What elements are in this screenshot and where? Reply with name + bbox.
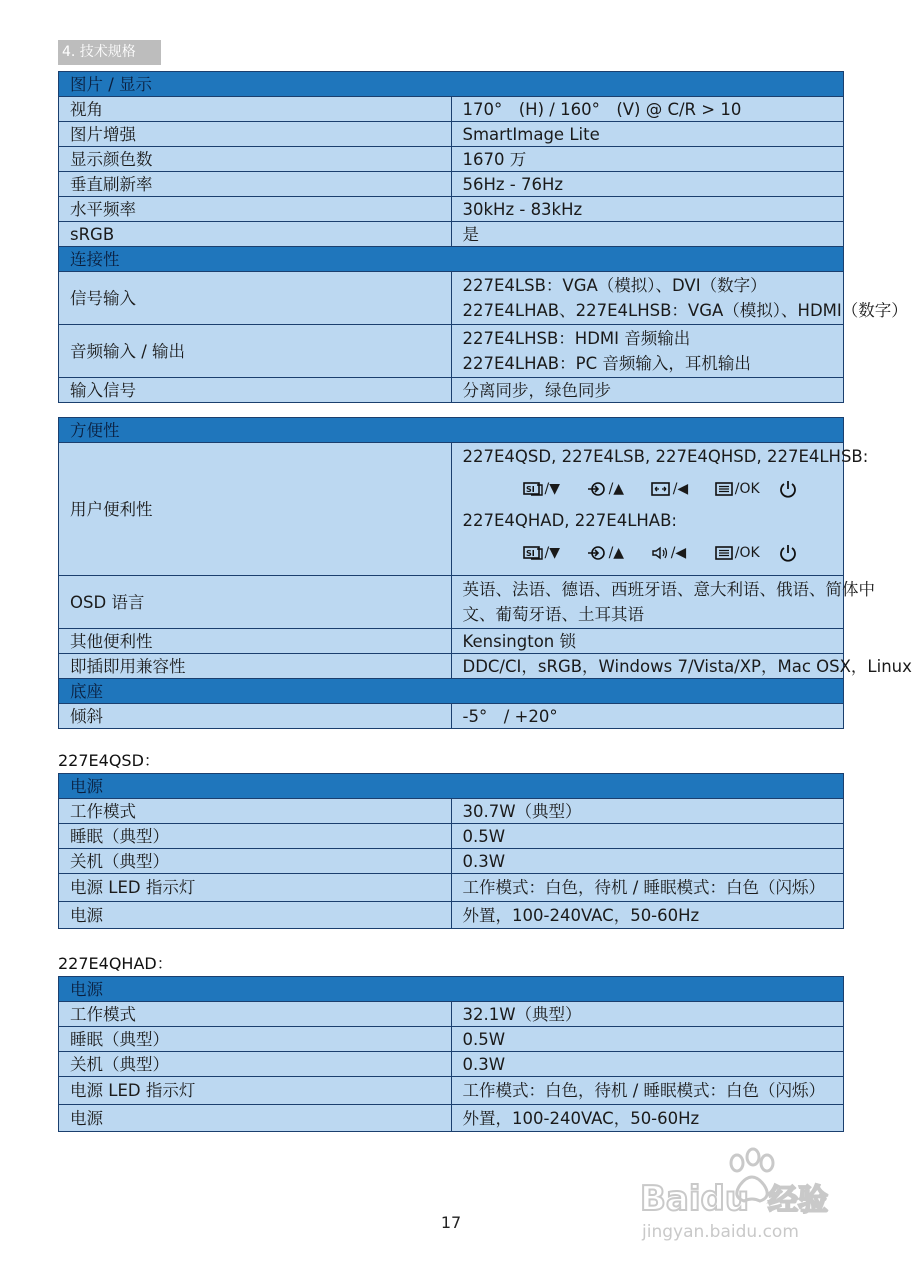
control-smartimage	[523, 542, 587, 565]
table-row	[59, 325, 844, 378]
value-line: 227E4LSB：VGA（模拟）、DVI（数字）	[462, 276, 767, 295]
row-key: 显示颜色数	[59, 147, 452, 172]
row-key: 倾斜	[59, 704, 452, 729]
table-row	[59, 902, 844, 929]
control-input	[587, 478, 651, 501]
page-number: 17	[440, 1213, 462, 1232]
section-tag: 4. 技术规格	[58, 40, 161, 65]
table-row	[59, 147, 844, 172]
value-line: 227E4LHAB：PC 音频输入，耳机输出	[462, 354, 751, 373]
row-key: 音频输入 / 输出	[59, 325, 452, 378]
table-row	[59, 799, 844, 824]
spec-table-power-qhad	[58, 976, 844, 1132]
row-key: 电源	[59, 1105, 452, 1132]
row-key: 关机（典型）	[59, 1052, 452, 1077]
row-key: 电源	[59, 902, 452, 929]
header-convenience: 方便性	[59, 418, 844, 443]
table-row	[59, 1027, 844, 1052]
value-line: 英语、法语、德语、西班牙语、意大利语、俄语、简体中	[462, 580, 875, 599]
table-row	[59, 1077, 844, 1105]
row-key: 睡眠（典型）	[59, 1027, 452, 1052]
row-value: 170° (H) / 160° (V) @ C/R > 10	[451, 97, 844, 122]
row-value: 外置，100-240VAC，50-60Hz	[451, 1105, 844, 1132]
smartimage-icon	[523, 482, 543, 496]
spec-table-power-qsd	[58, 773, 844, 929]
control-input	[587, 542, 651, 565]
table-row	[59, 443, 844, 576]
row-value	[451, 272, 908, 325]
row-value: 工作模式：白色，待机 / 睡眠模式：白色（闪烁）	[451, 1077, 844, 1105]
row-key: 用户便利性	[59, 443, 452, 576]
menu-icon	[715, 546, 733, 560]
row-key: 电源 LED 指示灯	[59, 874, 452, 902]
row-value	[451, 576, 875, 629]
table-row	[59, 197, 844, 222]
power-icon	[779, 480, 797, 498]
control-menu	[715, 478, 779, 501]
header-row-convenience	[59, 418, 844, 443]
value-line: 227E4LHSB：HDMI 音频输出	[462, 329, 691, 348]
model-label-qsd: 227E4QSD：	[58, 751, 160, 770]
table-row	[59, 378, 844, 403]
value-line: 227E4LHAB、227E4LHSB：VGA（模拟）、HDMI（数字）	[462, 301, 908, 320]
row-key: 视角	[59, 97, 452, 122]
table-row	[59, 172, 844, 197]
ok-symbol: /OK	[734, 480, 760, 497]
table-row	[59, 874, 844, 902]
row-value: 1670 万	[451, 147, 844, 172]
control-power	[779, 544, 843, 562]
down-symbol: /▼	[544, 544, 560, 561]
header-picture: 图片 / 显示	[59, 72, 844, 97]
watermark-brand: Baidu	[640, 1179, 750, 1219]
control-aspect	[651, 478, 715, 501]
volume-icon	[651, 546, 669, 560]
control-smartimage	[523, 478, 587, 501]
watermark-url: jingyan.baidu.com	[642, 1222, 799, 1242]
row-value: Kensington 锁	[451, 629, 844, 654]
svg-text:SI: SI	[525, 485, 535, 494]
control-buttons-row	[463, 469, 844, 509]
row-value	[451, 443, 869, 576]
row-key: 垂直刷新率	[59, 172, 452, 197]
down-symbol: /▼	[544, 480, 560, 497]
header-power: 电源	[59, 977, 844, 1002]
row-key: 输入信号	[59, 378, 452, 403]
table-row	[59, 1002, 844, 1027]
menu-icon	[715, 482, 733, 496]
row-value: 外置，100-240VAC，50-60Hz	[451, 902, 844, 929]
row-value: 32.1W（典型）	[451, 1002, 844, 1027]
table-row	[59, 122, 844, 147]
row-key: 关机（典型）	[59, 849, 452, 874]
row-value: DDC/CI，sRGB，Windows 7/Vista/XP，Mac OSX，Linux	[451, 654, 844, 679]
row-value: 56Hz - 76Hz	[451, 172, 844, 197]
row-value	[451, 325, 844, 378]
input-icon	[587, 481, 607, 497]
row-value: 0.3W	[451, 1052, 844, 1077]
value-line: 文、葡萄牙语、土耳其语	[462, 605, 644, 624]
input-icon	[587, 545, 607, 561]
table-row	[59, 704, 844, 729]
header-row-connectivity	[59, 247, 844, 272]
row-value: 30kHz - 83kHz	[451, 197, 844, 222]
control-menu	[715, 542, 779, 565]
table-row	[59, 576, 844, 629]
aspect-ratio-icon	[651, 482, 671, 496]
row-value: SmartImage Lite	[451, 122, 844, 147]
row-value: -5° / +20°	[451, 704, 844, 729]
table-row	[59, 1105, 844, 1132]
power-icon	[779, 544, 797, 562]
row-value: 是	[451, 222, 844, 247]
spec-table-convenience	[58, 417, 912, 729]
watermark-brand-cn: 经验	[768, 1183, 828, 1218]
row-value: 0.5W	[451, 1027, 844, 1052]
models-line: 227E4QHAD, 227E4LHAB:	[462, 511, 677, 530]
row-value: 0.5W	[451, 824, 844, 849]
svg-text:SI: SI	[525, 549, 535, 558]
table-row	[59, 654, 844, 679]
row-value: 0.3W	[451, 849, 844, 874]
header-row-stand	[59, 679, 844, 704]
table-row	[59, 629, 844, 654]
row-key: OSD 语言	[59, 576, 452, 629]
table-row	[59, 222, 844, 247]
header-row-power	[59, 774, 844, 799]
left-symbol: /◀	[672, 480, 689, 497]
models-line: 227E4QSD, 227E4LSB, 227E4QHSD, 227E4LHSB:	[462, 447, 869, 466]
up-symbol: /▲	[608, 544, 625, 561]
row-key: 图片增强	[59, 122, 452, 147]
row-value: 30.7W（典型）	[451, 799, 844, 824]
up-symbol: /▲	[608, 480, 625, 497]
row-key: 信号输入	[59, 272, 452, 325]
table-row	[59, 849, 844, 874]
ok-symbol: /OK	[734, 544, 760, 561]
model-label-qhad: 227E4QHAD：	[58, 954, 173, 973]
row-value: 工作模式：白色，待机 / 睡眠模式：白色（闪烁）	[451, 874, 844, 902]
table-row	[59, 97, 844, 122]
header-row-picture	[59, 72, 844, 97]
table-row	[59, 1052, 844, 1077]
row-key: 其他便利性	[59, 629, 452, 654]
spec-table-display	[58, 71, 908, 403]
row-key: sRGB	[59, 222, 452, 247]
row-key: 即插即用兼容性	[59, 654, 452, 679]
header-stand: 底座	[59, 679, 844, 704]
table-row	[59, 272, 844, 325]
left-symbol: /◀	[670, 544, 687, 561]
header-connectivity: 连接性	[59, 247, 844, 272]
row-key: 睡眠（典型）	[59, 824, 452, 849]
control-power	[779, 480, 843, 498]
table-row	[59, 824, 844, 849]
row-key: 工作模式	[59, 1002, 452, 1027]
control-volume	[651, 542, 715, 565]
smartimage-icon	[523, 546, 543, 560]
row-key: 水平频率	[59, 197, 452, 222]
control-buttons-row	[463, 533, 844, 573]
row-value: 分离同步，绿色同步	[451, 378, 844, 403]
header-row-power	[59, 977, 844, 1002]
header-power: 电源	[59, 774, 844, 799]
row-key: 电源 LED 指示灯	[59, 1077, 452, 1105]
row-key: 工作模式	[59, 799, 452, 824]
